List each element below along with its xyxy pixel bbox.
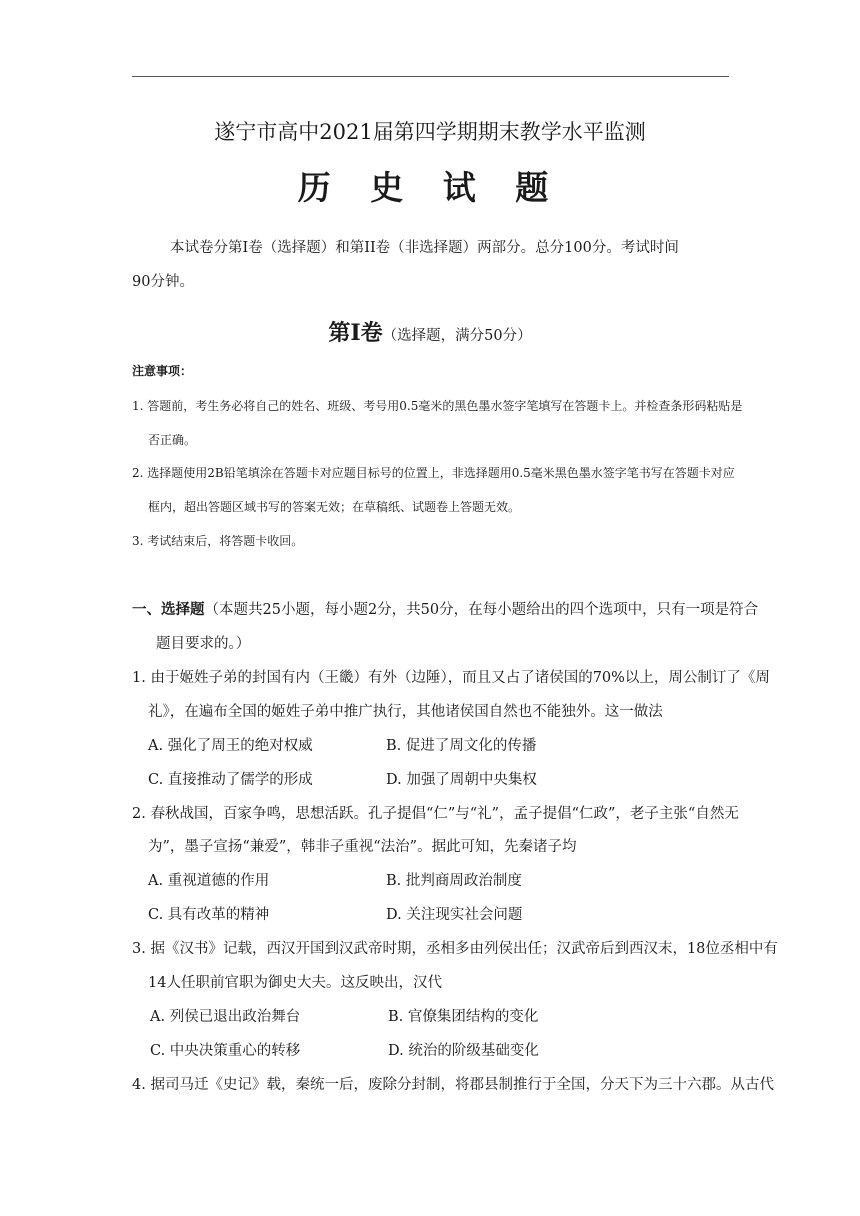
note-line: 否正确。 [148, 433, 197, 447]
note-line: 框内，超出答题区域书写的答案无效；在草稿纸、试题卷上答题无效。 [148, 500, 521, 514]
note-line: 1. 答题前，考生务必将自己的姓名、班级、考号用0.5毫米的黑色墨水签字笔填写在答题卡上。并检查条形码粘贴是 [132, 399, 743, 413]
question-2-line-2: 为”，墨子宣扬“兼爱”，韩非子重视“法治”。据此可知，先秦诸子均 [148, 839, 577, 855]
question-2-line-1: 2. 春秋战国，百家争鸣，思想活跃。孔子提倡“仁”与“礼”，孟子提倡“仁政”，老子主张“自然无 [132, 806, 739, 822]
notes-heading: 注意事项： [132, 364, 193, 378]
part-title [0, 316, 860, 347]
question-4-line-1: 4. 据司马迁《史记》载，秦统一后，废除分封制，将郡县制推行于全国，分天下为三十六郡。从古代 [132, 1077, 774, 1093]
header-rule [132, 76, 729, 77]
intro-line-1: 本试卷分第Ⅰ卷（选择题）和第II卷（非选择题）两部分。总分100分。考试时间 [170, 240, 679, 256]
question-2-option-c: C. 具有改革的精神 [148, 907, 270, 923]
part-title-sub: （选择题，满分50分） [382, 328, 532, 344]
question-1-option-a: A. 强化了周王的绝对权威 [148, 738, 313, 754]
question-1-line-1: 1. 由于姬姓子弟的封国有内（王畿）有外（边陲），而且又占了诸侯国的70%以上，周公制订了《周 [132, 670, 770, 686]
section-desc-2: 题目要求的。） [156, 636, 251, 652]
question-3-line-1: 3. 据《汉书》记载，西汉开国到汉武帝时期，丞相多由列侯出任；汉武帝后到西汉末，18位丞相中有 [132, 941, 778, 957]
subject-title: 历 史 试 题 [297, 168, 563, 207]
question-3-option-b: B. 官僚集团结构的变化 [388, 1009, 539, 1025]
section-desc: （本题共25小题，每小题2分，共50分，在每小题给出的四个选项中，只有一项是符合 [204, 602, 759, 618]
question-1-option-b: B. 促进了周文化的传播 [386, 738, 537, 754]
exam-title: 遂宁市高中2021届第四学期期末教学水平监测 [214, 120, 646, 144]
question-1-option-c: C. 直接推动了儒学的形成 [148, 772, 313, 788]
question-2-option-b: B. 批判商周政治制度 [386, 873, 522, 889]
question-3-option-c: C. 中央决策重心的转移 [150, 1043, 301, 1059]
section-label: 一、选择题 [132, 602, 205, 618]
note-line: 3. 考试结束后，将答题卡收回。 [132, 534, 304, 548]
question-3-line-2: 14人任职前官职为御史大夫。这反映出，汉代 [148, 975, 442, 991]
note-line: 2. 选择题使用2B铅笔填涂在答题卡对应题目标号的位置上，非选择题用0.5毫米黑色墨水签字笔书写在答题卡对应 [132, 466, 735, 480]
intro-line-2: 90分钟。 [132, 274, 194, 290]
question-2-option-d: D. 关注现实社会问题 [386, 907, 523, 923]
section-heading [132, 598, 758, 619]
question-3-option-a: A. 列侯已退出政治舞台 [150, 1009, 301, 1025]
part-title-main: 第Ⅰ卷 [328, 320, 383, 346]
question-1-option-d: D. 加强了周朝中央集权 [386, 772, 537, 788]
question-2-option-a: A. 重视道德的作用 [148, 873, 270, 889]
question-3-option-d: D. 统治的阶级基础变化 [388, 1043, 539, 1059]
question-1-line-2: 礼》，在遍布全国的姬姓子弟中推广执行，其他诸侯国自然也不能独外。这一做法 [148, 704, 663, 720]
